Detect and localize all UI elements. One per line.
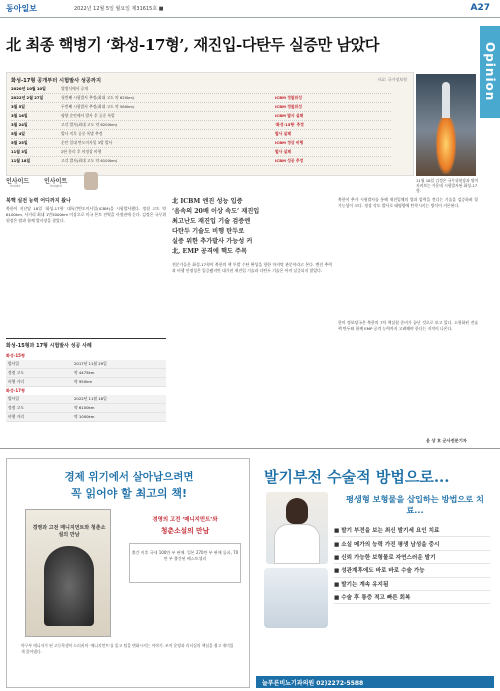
timeline-date: 3월 5일 — [11, 104, 25, 109]
inside-logo: 인사이드 — [6, 178, 30, 185]
timeline-date: 3월 16일 — [11, 113, 28, 118]
sidebox-key: 비행 거리 — [8, 414, 24, 419]
sidebox-value: 약 950km — [74, 379, 93, 384]
clinic-feature-item: ■ 소실 메가의 능력 가진 평생 남성을 중시 — [334, 537, 490, 550]
timeline-badge: 발사 실패 — [275, 149, 291, 154]
timeline-date: 11월 3일 — [11, 149, 28, 154]
infobox-source: 자료: 국가정보원 — [377, 77, 407, 82]
sidebox-section-title: 화성-17형 — [6, 388, 25, 393]
sidebox-value: 약 6100km — [74, 405, 95, 410]
book-cover — [25, 509, 111, 637]
ad-subhead-2: 청춘소설의 만남 — [160, 527, 210, 535]
sidebox-key: 정점 고도 — [8, 405, 24, 410]
sidebox-key: 발사일 — [8, 396, 20, 401]
pull-quote-line: 北, EMP 공격에 핵도 주목 — [172, 248, 248, 255]
sidebox-value: 약 4475km — [74, 370, 95, 375]
timeline-date: 5월 4일 — [11, 131, 25, 136]
timeline-date: 2020년 10월 10일 — [11, 86, 46, 91]
insight-logo: 인사이트 — [44, 178, 68, 185]
timeline-row — [11, 103, 391, 112]
body-column-2: 전문가들은 화성-17형이 북한의 핵 투발 수단 완성을 향한 마지막 관문이라고 본다. 엔진 추력과 비행 안정성은 입증됐지만 대기권 재진입 기술과 다탄두 기술은 아직 실증되지 않았다. — [172, 262, 332, 274]
sidebox-section-title: 화성-15형 — [6, 353, 25, 358]
sidebox-key: 정점 고도 — [8, 370, 24, 375]
clinic-feature-text: 발기 부전을 보는 최신 발기세 요인 치료 — [341, 528, 440, 535]
author-photo — [84, 172, 98, 190]
timeline-date: 11월 18일 — [11, 158, 31, 163]
missile-launch-photo — [416, 74, 476, 176]
ad-sales-frame: 출간 이후 국내 100만 부 판매. 일본 270만 부 판매 돌파, 70만 부 출간된 베스트셀러 — [129, 543, 241, 583]
timeline-row — [11, 121, 391, 130]
timeline-date: 5월 25일 — [11, 140, 28, 145]
book-cover-image — [44, 546, 94, 626]
timeline-row — [11, 130, 391, 139]
clinic-feature-text: 성관계후에도 바로 바로 수술 가능 — [341, 568, 425, 575]
rocket-plume — [436, 114, 456, 174]
clinic-feature-text: 소실 메가의 능력 가진 평생 남성을 중시 — [341, 541, 440, 548]
clinic-contact-bar[interactable]: 늘푸른비뇨기과의원 02)2272-5588 — [256, 676, 494, 688]
pull-quote-line: 北 ICBM 엔진 성능 입증 — [172, 198, 243, 205]
timeline-desc: 고각 발사(최대 고도 약 6200km) — [61, 122, 118, 127]
timeline — [11, 85, 391, 166]
timeline-desc: 열병식에서 공개 — [61, 86, 88, 91]
body-column-1: 북한이 지난달 18일 ‘화성-17형’ 대륙간탄도미사일(ICBM)을 시험발사했다. 정점 고도 약 6100km, 사거리 최대 1만5000km 이상으로 미국 본토 전역을 사정권에 둔다. 김정은 국무위원장은 딸과 함께 발사장을 찾았다. — [6, 206, 166, 224]
comparison-sidebox — [6, 338, 166, 426]
timeline-date: 3월 24일 — [11, 122, 28, 127]
timeline-badge: ICBM 발사 실패 — [275, 113, 304, 118]
ad-headline-1: 경제 위기에서 살아남으려면 — [64, 471, 194, 483]
timeline-desc: 두번째 시험발사 추정(최대 고도 약 560km) — [61, 104, 135, 109]
timeline-desc: 첫번째 시험발사 추정(최대 고도 약 620km) — [61, 95, 135, 100]
timeline-desc: 순안 일대 탄도미사일 3발 발사 — [61, 140, 113, 145]
byline: 윤 상 호 군사전문기자 — [426, 438, 467, 443]
sidebox-row — [6, 360, 166, 369]
body-column-3: 북한이 추가 시험발사를 통해 재진입체의 열과 압력을 견디는 기술을 검증하려 할 가능성이 크다. 정상 각도 발사로 태평양에 탄착시키는 방식이 거론된다. — [338, 197, 478, 209]
sidebox-title: 화성-15형과 17형 시험발사 성공 사례 — [6, 343, 92, 349]
ad-body-text: 야구부 매니저가 된 고등학생이 드러커의 ‘매니지먼트’를 읽고 팀을 변화시키는 이야기. 조직 운영과 리더십의 핵심을 쉽고 재미있게 풀어냈다. — [21, 643, 234, 654]
infobox-title: 화성-17형 공개부터 시험발사 성공까지 — [11, 78, 101, 84]
sidebox-value: 2017년 11월 29일 — [74, 361, 107, 366]
book-advertisement[interactable] — [6, 458, 250, 688]
date-line: 2022년 12월 5일 월요일 제31615호 ■ — [74, 6, 164, 12]
clinic-feature-list — [334, 524, 490, 604]
clinic-feature-text: 신뢰 가능한 보형물로 자연스러운 발기 — [341, 554, 436, 561]
page-number: A27 — [470, 3, 490, 13]
timeline-desc: 2단 분리 후 비정상 비행 — [61, 149, 102, 154]
book-cover-title: 경영과 고전 매니지먼트와 청춘소설의 만남 — [32, 525, 106, 538]
sidebox-key: 비행 거리 — [8, 379, 24, 384]
timeline-desc: 평양 순안에서 발사 후 공중 폭발 — [61, 113, 115, 118]
timeline-badge: 발사 실패 — [275, 131, 291, 136]
timeline-row — [11, 112, 391, 121]
missile-body — [442, 82, 450, 118]
clinic-advertisement[interactable] — [256, 458, 494, 688]
sidebox-row — [6, 369, 166, 378]
timeline-row — [11, 157, 391, 166]
clinic-feature-item: ■ 신뢰 가능한 보형물로 자연스러운 발기 — [334, 551, 490, 564]
timeline-desc: 고각 발사(최대 고도 약 6100km) — [61, 158, 118, 163]
sidebox-key: 발사일 — [8, 361, 20, 366]
clinic-subhead: 평생형 보형물을 삽입하는 방법으로 치료... — [346, 494, 484, 515]
sidebox-row — [6, 413, 166, 422]
clinic-feature-item: ■ 수술 후 통증 적고 빠른 회복 — [334, 591, 490, 604]
timeline-badge: ICBM 정상 비행 — [275, 140, 304, 145]
insight-sub: Insight — [50, 184, 62, 188]
timeline-row — [11, 85, 391, 94]
sidebox-row — [6, 395, 166, 404]
article-headline: 北 최종 핵병기 ‘화성-17형’, 재진입-다탄두 실증만 남았다 — [6, 36, 379, 54]
timeline-row — [11, 94, 391, 103]
clinic-feature-item: ■ 발기 부전을 보는 최신 발기세 요인 치료 — [334, 524, 490, 537]
timeline-infobox — [6, 72, 414, 176]
timeline-desc: 발사 직후 공중 폭발 추정 — [61, 131, 103, 136]
newspaper-logo: 동아일보 — [6, 4, 37, 13]
pull-quote-line: 최고난도 재진입 기술 검증엔 — [172, 218, 251, 225]
sidebox-value: 약 1000km — [74, 414, 95, 419]
photo-caption: 11월 18일 김정은 국무위원장과 딸이 지켜보는 가운데 시험발사된 화성-17형. — [416, 178, 479, 193]
clinic-feature-text: 발기는 계속 유지됨 — [341, 581, 389, 588]
sidebox-row — [6, 378, 166, 387]
masthead — [0, 0, 500, 18]
pull-quote — [172, 197, 332, 257]
doctor-coat — [274, 524, 320, 564]
timeline-row — [11, 139, 391, 148]
timeline-badge: '화성-15형' 추정 — [275, 122, 304, 127]
ad-subhead-1: 경영의 고전 ‘매니지먼트’와 — [152, 517, 218, 523]
timeline-date: 2022년 2월 27일 — [11, 95, 44, 100]
pull-quote-line: 실증 위한 추가발사 가능성 커 — [172, 238, 253, 245]
sidebox-row — [6, 404, 166, 413]
column-subtitle: 북핵 실전 능력 어디까지 왔나 — [6, 198, 71, 204]
timeline-badge: ICBM 정찰위성 — [275, 95, 302, 100]
footer-rule — [0, 448, 500, 456]
timeline-row — [11, 148, 391, 157]
implant-photo — [264, 568, 328, 628]
body-column-4: 한미 정보당국은 북한의 7차 핵실험 준비가 끝난 것으로 보고 있다. 소형화된 전술핵 탄두와 함께 EMP 공격 능력까지 고려해야 한다는 지적이 나온다. — [338, 320, 478, 332]
clinic-feature-item: ■ 성관계후에도 바로 바로 수술 가능 — [334, 564, 490, 577]
clinic-feature-item: ■ 발기는 계속 유지됨 — [334, 578, 490, 591]
pull-quote-line: 다탄두 기술도 비행 탄두로 — [172, 228, 245, 235]
inside-sub: Inside — [10, 184, 21, 188]
ad-headline-2: 꼭 읽어야 할 최고의 책! — [71, 487, 187, 500]
doctor-head — [286, 498, 308, 524]
timeline-badge: ICBM 성공 추정 — [275, 158, 304, 163]
pull-quote-line: ‘음속의 20배 이상 속도’ 재진입 — [172, 208, 260, 215]
clinic-headline: 발기부전 수술적 방법으로... — [264, 468, 450, 486]
clinic-feature-text: 수술 후 통증 적고 빠른 회복 — [341, 595, 411, 602]
sidebox-value: 2022년 11월 18일 — [74, 396, 107, 401]
timeline-badge: ICBM 정찰위성 — [275, 104, 302, 109]
doctor-photo — [266, 492, 328, 564]
section-tab: Opinion — [480, 26, 500, 118]
